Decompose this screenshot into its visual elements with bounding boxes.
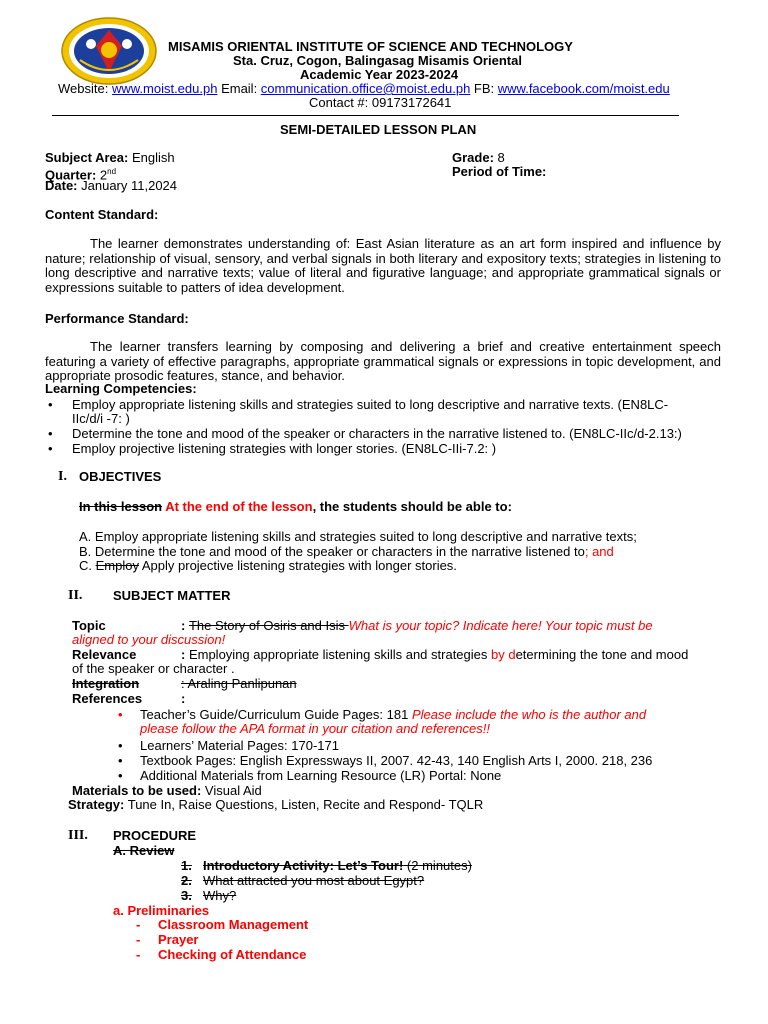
item-3-number: 3.	[181, 888, 192, 903]
contact-number: Contact #: 09173172641	[309, 95, 452, 110]
performance-standard-body: The learner transfers learning by composing and delivering a brief and creative entertainment speech featuring a variety of effective paragraphs, appropriate grammatical signals or expressions in topic development, and appropriate prosodic features, stance, and behavior.	[45, 339, 721, 383]
topic-note: What is your topic? Indicate here! Your topic must be	[348, 618, 653, 633]
materials-label: Materials to be used:	[72, 783, 202, 798]
objective-c-prefix: C.	[79, 558, 96, 573]
competency-bullet: •	[48, 426, 53, 441]
procedure-heading: PROCEDURE	[113, 828, 197, 843]
strategy-value: Tune In, Raise Questions, Listen, Recite and Respond- TQLR	[124, 797, 484, 812]
strategy-line	[68, 797, 483, 812]
document-title: SEMI-DETAILED LESSON PLAN	[280, 122, 477, 137]
relevance-line	[181, 647, 688, 662]
header-divider	[52, 115, 679, 116]
references-colon: :	[181, 691, 186, 706]
grade	[452, 150, 505, 165]
objectives-intro-insert: At the end of the lesson	[162, 499, 313, 514]
subject-label: Subject Area:	[45, 150, 129, 165]
preliminary-dash: -	[136, 932, 141, 947]
objective-b	[79, 544, 614, 559]
reference-2: Learners’ Material Pages: 170-171	[140, 738, 339, 753]
reference-bullet: •	[118, 753, 123, 768]
preliminary-dash: -	[136, 947, 141, 962]
academic-year: Academic Year 2023-2024	[300, 67, 459, 82]
reference-bullet-red: •	[118, 707, 123, 722]
objectives-intro-struck: In this lesson	[79, 499, 163, 514]
objective-c-struck: Employ	[95, 558, 139, 573]
date-label: Date:	[45, 178, 78, 193]
website-link[interactable]: www.moist.edu.ph	[111, 81, 218, 96]
objectives-numeral: I.	[58, 469, 67, 484]
relevance-text-1: Employing appropriate listening skills and strategies	[188, 647, 491, 662]
objective-c-rest: Apply projective listening strategies with longer stories.	[138, 558, 457, 573]
materials-line	[72, 783, 262, 798]
grade-value: 8	[493, 150, 505, 165]
review-heading: A. Review	[113, 843, 175, 858]
objective-b-text: B. Determine the tone and mood of the speaker or characters in the narrative listened to	[79, 544, 585, 559]
subject-value: English	[128, 150, 175, 165]
topic-line	[181, 618, 653, 633]
item-1-text: Introductory Activity: Let’s Tour!	[203, 858, 404, 873]
competency-item-1-cont: IIc/d/i -7: )	[72, 411, 130, 426]
website-label: Website:	[58, 81, 112, 96]
preliminary-item-3: Checking of Attendance	[158, 947, 307, 962]
facebook-link[interactable]: www.facebook.com/moist.edu	[497, 81, 670, 96]
objectives-intro-rest: , the students should be able to:	[312, 499, 512, 514]
integration-value: : Araling Panlipunan	[181, 676, 297, 691]
reference-bullet: •	[118, 738, 123, 753]
materials-value: Visual Aid	[201, 783, 262, 798]
item-3: Why?	[203, 888, 237, 903]
topic-note-cont: aligned to your discussion!	[72, 632, 226, 647]
item-1	[203, 858, 472, 873]
fb-label: FB:	[470, 81, 498, 96]
website-line	[58, 81, 670, 96]
content-standard-heading: Content Standard:	[45, 207, 159, 222]
email-label: Email:	[217, 81, 261, 96]
preliminary-item-2: Prayer	[158, 932, 199, 947]
school-seal-logo	[60, 16, 158, 86]
topic-colon: :	[181, 618, 189, 633]
competency-bullet: •	[48, 441, 53, 456]
reference-1-note: Please include the who is the author and	[411, 707, 647, 722]
references-label: References	[72, 691, 143, 706]
strategy-label: Strategy:	[68, 797, 125, 812]
competency-item-1: Employ appropriate listening skills and strategies suited to long descriptive and narrative texts. (EN8LC-	[72, 397, 669, 412]
competencies-heading: Learning Competencies:	[45, 381, 197, 396]
quarter-sup: nd	[107, 167, 117, 176]
relevance-label: Relevance	[72, 647, 137, 662]
subject-matter-numeral: II.	[68, 588, 83, 603]
reference-1-text: Teacher’s Guide/Curriculum Guide Pages: 181	[140, 707, 412, 722]
objective-c	[79, 558, 457, 573]
preliminary-item-1: Classroom Management	[158, 917, 309, 932]
item-1-time: (2 minutes)	[403, 858, 472, 873]
preliminaries-heading: a. Preliminaries	[113, 903, 210, 918]
reference-1-note-cont: please follow the APA format in your citation and references!!	[140, 721, 490, 736]
topic-label: Topic	[72, 618, 106, 633]
content-standard-text	[45, 237, 721, 295]
item-1-number: 1.	[181, 858, 192, 873]
date-value: January 11,2024	[77, 178, 178, 193]
relevance-insert: by d	[491, 647, 516, 662]
reference-1	[140, 707, 646, 722]
competency-item-3: Employ projective listening strategies with longer stories. (EN8LC-IIi-7.2: )	[72, 441, 497, 456]
relevance-line-2: of the speaker or character .	[72, 661, 235, 676]
subject-matter-heading: SUBJECT MATTER	[113, 588, 231, 603]
subject-area	[45, 150, 175, 165]
objectives-heading: OBJECTIVES	[79, 469, 162, 484]
item-2: What attracted you most about Egypt?	[203, 873, 425, 888]
period-of-time-label: Period of Time:	[452, 164, 547, 179]
performance-standard-heading: Performance Standard:	[45, 311, 189, 326]
objective-b-insert: ; and	[584, 544, 614, 559]
relevance-colon: :	[181, 647, 189, 662]
reference-4: Additional Materials from Learning Resource (LR) Portal: None	[140, 768, 502, 783]
relevance-text-2: etermining the tone and mood	[515, 647, 689, 662]
item-2-number: 2.	[181, 873, 192, 888]
quarter-label: Quarter:	[45, 167, 97, 183]
competency-item-2: Determine the tone and mood of the speaker or characters in the narrative listened to. (EN8LC-IIc/d-2.13:)	[72, 426, 682, 441]
reference-3: Textbook Pages: English Expressways II, 2007. 42-43, 140 English Arts I, 2000. 218, 236	[140, 753, 653, 768]
competency-bullet: •	[48, 397, 53, 412]
performance-standard-text	[45, 340, 721, 384]
grade-label: Grade:	[452, 150, 494, 165]
topic-struck: The Story of Osiris and Isis	[188, 618, 349, 633]
objective-a: A. Employ appropriate listening skills and strategies suited to long descriptive and narrative texts;	[79, 529, 637, 544]
objectives-intro	[79, 499, 512, 514]
reference-bullet: •	[118, 768, 123, 783]
quarter-value: 2	[96, 167, 108, 183]
email-link[interactable]: communication.office@moist.edu.ph	[260, 81, 471, 96]
institution-name: MISAMIS ORIENTAL INSTITUTE OF SCIENCE AND TECHNOLOGY	[168, 39, 573, 54]
institution-address: Sta. Cruz, Cogon, Balingasag Misamis Oriental	[233, 53, 522, 68]
content-standard-body: The learner demonstrates understanding of: East Asian literature as an art form inspired and influence by nature; relationship of visual, sensory, and verbal signals in both literary and expository texts; strategies in listening to long descriptive and narrative texts; value of literal and figurative language; and appropriate grammatical signals or expressions suitable to patters of idea development.	[45, 236, 721, 295]
integration-label: Integration	[72, 676, 140, 691]
date	[45, 178, 177, 193]
preliminary-dash: -	[136, 917, 141, 932]
procedure-numeral: III.	[68, 828, 88, 843]
